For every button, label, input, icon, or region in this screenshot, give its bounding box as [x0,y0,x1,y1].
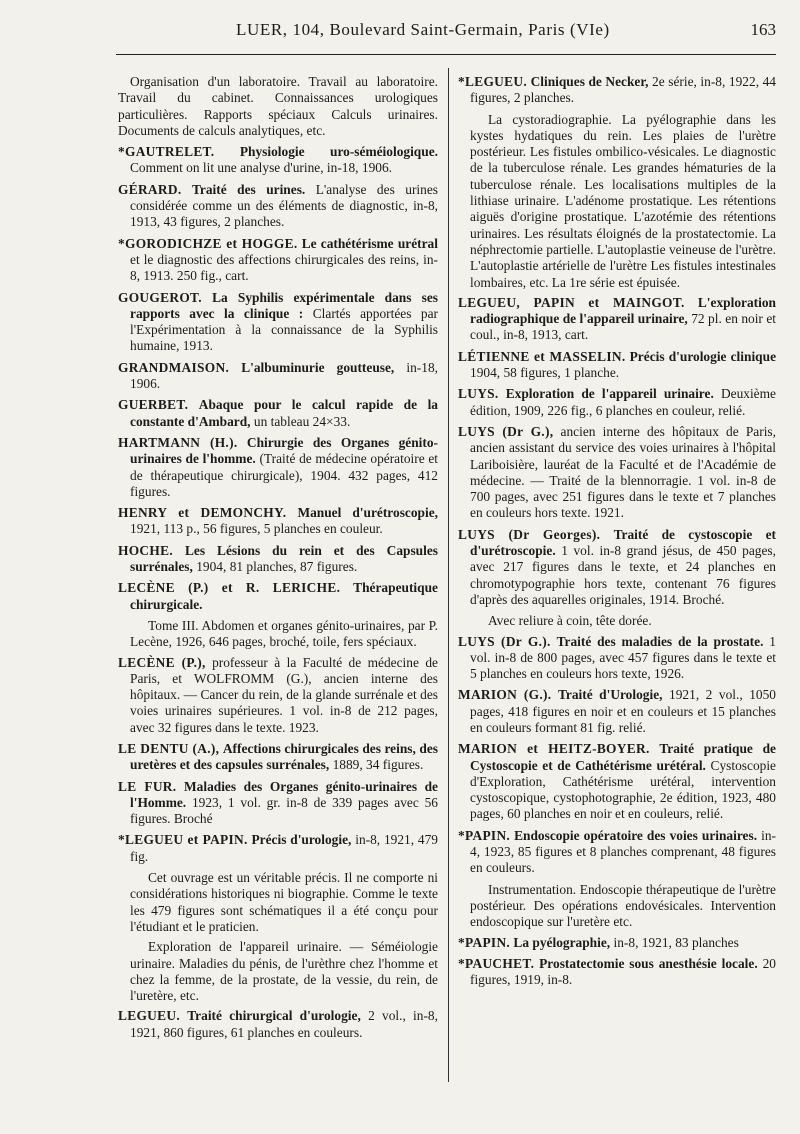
entry-text: 72 pl. en noir et coul., in-8, 1913, cart. [470,311,776,343]
entry-text: Exploration de l'appareil urinaire. — Séméiologie urinaire. Maladies du pénis, de l'urèthre chez l'homme et chez la femme, de la prostate, de la vessie, du rein, de l'uretère, etc. [130,939,438,1004]
page-number: 163 [750,20,776,39]
entry-title: Exploration de l'appareil urinaire. [505,386,714,402]
entry-text: in-8, 1921, 83 planches [613,934,739,950]
entry-text: 1904, 81 planches, 87 figures. [196,559,358,575]
entry-text: in-4, 1923, 85 figures et 8 planches comprenant, 48 figures en couleurs. [470,827,776,876]
entry-description [118,870,438,935]
catalogue-entry [458,295,776,344]
entry-text: 1 vol. in-8 grand jésus, de 450 pages, avec 217 figures dans le texte, et 24 planches en chromotypographie hors texte, contenant 76 figures d'après des aquarelles originales, 1914. Broché. [470,543,776,607]
entry-text: Cet ouvrage est un véritable précis. Il ne comporte ni considérations historiques ni biographie. Comme le texte les 479 figures sont schématiques il a été conçu pour l'étudiant et le praticien. [130,870,438,934]
catalogue-entry [118,360,438,393]
entry-text: 2e série, in-8, 1922, 44 figures, 2 planches. [470,74,776,106]
entry-author: GOUGEROT. [118,289,202,305]
entry-author: HENRY et DEMONCHY. [118,505,287,521]
entry-text: 1921, 2 vol., 1050 pages, 418 figures en noir et en couleurs et 15 planches en couleurs formant 81 fig. relié. [470,687,776,735]
entry-author: LEGUEU, PAPIN et MAINGOT. [458,294,685,310]
left-column [118,74,438,1046]
entry-title: Traité chirurgical d'urologie, [187,1008,361,1024]
entry-author: *PAPIN. [458,827,511,843]
entry-author: LÉTIENNE et MASSELIN. [458,348,626,364]
entry-author: LUYS (Dr G.). [458,633,551,649]
entry-author: *LEGUEU. [458,74,527,89]
entry-title: L'albuminurie goutteuse, [241,359,395,375]
entry-text: Instrumentation. Endoscopie thérapeutique de l'urètre postérieur. Des opérations endovésicales. Intervention endoscopique sur l'uretère etc. [470,881,776,930]
catalogue-entry [118,580,438,613]
catalogue-entry [458,935,776,951]
entry-text: 1904, 58 figures, 1 planche. [470,365,620,381]
entry-title: Traité de cystoscopie et d'urétroscopie. [470,526,776,559]
entry-author: LE DENTU (A.), [118,740,220,756]
right-column [458,74,776,993]
entry-author: MARION et HEITZ-BOYER. [458,741,650,757]
catalogue-entry [458,741,776,822]
entry-text: La cystoradiographie. La pyélographie dans les kystes hydatiques du rein. Les plaies de l'urètre postérieur. Les fistules ombilico-vésicales. Le diagnostic de la tuberculose rénale. Les grandes hématuries de la tuberculose rénale. Les localisations multiples de la lithiase urinaire. L'adénome prostatique. Les rétentions aiguës d'origine prostatique. L'azotémie des rétentions urinaires. Les résultats éloignés de la prostatectomie. La néphrectomie partielle. L'autoplastie veineuse de l'urètre. L'autoplastie artérielle de l'urètre Les fistules intestinales lombaires, etc. La 1re série est épuisée. [470,111,776,290]
catalogue-entry [458,386,776,419]
entry-text: Clartés apportées par l'Expérimentation à la connaissance de la Syphilis humaine, 1913. [130,305,438,354]
entry-text: 1921, 113 p., 56 figures, 5 planches en couleur. [130,521,383,537]
entry-text: Tome III. Abdomen et organes génito-urinaires, par P. Lecène, 1926, 646 pages, broché, toile, fers spéciaux. [130,617,438,650]
entry-title: Cliniques de Necker, [530,74,649,89]
entry-text: 2 vol., in-8, 1921, 860 figures, 61 planches en couleurs. [130,1008,438,1040]
catalogue-entry [118,236,438,285]
catalogue-entry [118,741,438,774]
entry-title: Endoscopie opératoire des voies urinaires. [514,827,758,843]
entry-author: LUYS (Dr G.), [458,423,554,439]
catalogue-entry [118,832,438,865]
catalogue-entry [458,956,776,989]
catalogue-entry [458,527,776,608]
page-header [116,18,776,48]
entry-title: Précis d'urologie clinique [629,348,777,364]
entry-text: et le diagnostic des affections chirurgicales des reins, in-8, 1913. 250 fig., cart. [130,251,438,284]
entry-title: Manuel d'urétroscopie, [297,505,439,521]
entry-title: Thérapeutique chirurgicale. [130,580,438,612]
entry-author: LEGUEU. [118,1008,180,1024]
header-rule [116,54,776,55]
entry-author: HOCHE. [118,542,173,558]
entry-title: Abaque pour le calcul rapide de la constante d'Ambard, [130,397,438,429]
entry-text: professeur à la Faculté de médecine de Paris, et WOLFROMM (G.), ancien interne des hôpitaux. — Cancer du rein, de la glande surrénale et des voies urinaires supérieures. 1 vol. in-8 de 212 pages, avec 32 figures dans le texte. 1923. [130,654,438,735]
column-divider [448,68,449,1082]
entry-text: (Traité de médecine opératoire et de thérapeutique chirurgicale), 1904. 432 pages, 412 figures. [130,451,438,499]
entry-author: HARTMANN (H.). [118,434,238,450]
catalogue-entry [118,655,438,736]
entry-title: Traité des urines. [191,181,306,197]
entry-description [118,939,438,1004]
entry-title: Les Lésions du rein et des Capsules surrénales, [130,542,439,575]
entry-author: MARION (G.). [458,687,552,703]
running-title: LUER, 104, Boulevard Saint-Germain, Paris (VIe) [236,20,610,39]
entry-text: Avec reliure à coin, tête dorée. [488,613,652,629]
catalogue-entry [118,505,438,538]
entry-title: Chirurgie des Organes génito-urinaires de l'homme. [130,434,438,467]
entry-title: Précis d'urologie, [251,832,352,848]
entry-description [458,613,776,629]
entry-title: Traité d'Urologie, [557,687,663,703]
entry-description [118,618,438,651]
catalogue-entry [458,828,776,877]
catalogue-entry [118,779,438,828]
entry-title: Physiologie uro-séméiologique. [239,144,438,160]
entry-author: LECÈNE (P.) et R. LERICHE. [118,580,341,596]
entry-text: 1923, 1 vol. gr. in-8 de 339 pages avec 56 figures. Broché [130,794,438,827]
entry-text: L'analyse des urines considérée comme un des éléments de diagnostic, in-8, 1913, 43 figures, 2 planches. [130,181,438,230]
entry-text: Organisation d'un laboratoire. Travail au laboratoire. Travail du cabinet. Connaissances urologiques particulières. Rapports spéciaux Calculs urinaires. Documents de calculs analytiques, etc. [118,74,438,138]
entry-title: L'exploration radiographique de l'appareil urinaire, [470,294,776,327]
entry-text: Comment on lit une analyse d'urine, in-18, 1906. [130,160,392,176]
entry-author: LUYS. [458,386,499,402]
entry-text: Cystoscopie d'Exploration, Cathétérisme urétéral, intervention cystoscopique, cystophotographie, 2e édition, 1923, 480 pages, 60 planches en noir et en couleurs, relié. [470,757,776,822]
entry-author: GUERBET. [118,397,189,413]
entry-author: *GAUTRELET. [118,144,215,160]
entry-author: LUYS (Dr Georges). [458,526,601,542]
entry-description [458,882,776,931]
entry-title: Prostatectomie sous anesthésie locale. [539,955,758,971]
catalogue-entry [118,397,438,430]
entry-title: Maladies des Organes génito-urinaires de l'Homme. [130,778,438,810]
entry-author: *GORODICHZE et HOGGE. [118,235,298,251]
catalogue-entry [118,1008,438,1041]
entry-title: La Syphilis expérimentale dans ses rapports avec la clinique : [130,289,438,321]
catalogue-entry [118,290,438,355]
catalogue-entry [118,144,438,177]
entry-author: *LEGUEU et PAPIN. [118,832,248,848]
entry-author: LECÈNE (P.), [118,654,206,670]
catalogue-entry [118,543,438,576]
catalogue-entry [118,182,438,231]
entry-text: 20 figures, 1919, in-8. [470,955,776,988]
catalogue-entry [458,634,776,683]
entry-title: Le cathétérisme urétral [301,235,438,251]
catalogue-entry [118,435,438,500]
entry-text: in-8, 1921, 479 fig. [130,832,438,864]
entry-title: Traité pratique de Cystoscopie et de Cathétérisme urétéral. [470,741,776,773]
catalogue-entry [458,349,776,382]
catalogue-entry [458,424,776,522]
entry-author: GRANDMAISON. [118,359,230,375]
catalogue-entry [118,74,438,139]
entry-text: un tableau 24×33. [253,413,351,429]
entry-text: ancien interne des hôpitaux de Paris, ancien assistant du service des voies urinaires à l'hôpital Lariboisière, lauréat de la Faculté et de l'Académie de médecine. — Traité de la blennorragie. 1 vol. in-8 de 700 pages, avec 251 figures dans le texte et 7 planches en couleurs hors texte. 1921. [470,423,776,521]
entry-text: Deuxième édition, 1909, 226 fig., 6 planches en couleur, relié. [470,386,776,418]
entry-author: LE FUR. [118,778,177,794]
entry-title: La pyélographie, [513,934,611,950]
catalogue-entry [458,687,776,736]
entry-author: *PAUCHET. [458,955,535,971]
entry-description [458,112,776,291]
entry-author: *PAPIN. [458,934,511,950]
entry-text: 1 vol. in-8 de 800 pages, avec 457 figures dans le texte et 5 planches en couleurs hors texte, 1926. [470,633,776,682]
entry-title: Traité des maladies de la prostate. [556,633,764,649]
entry-title: Affections chirurgicales des reins, des uretères et des capsules surrénales, [130,740,438,773]
entry-text: in-18, 1906. [130,359,438,392]
catalogue-entry [458,74,776,107]
entry-text: 1889, 34 figures. [332,757,424,773]
entry-author: GÉRARD. [118,181,182,197]
